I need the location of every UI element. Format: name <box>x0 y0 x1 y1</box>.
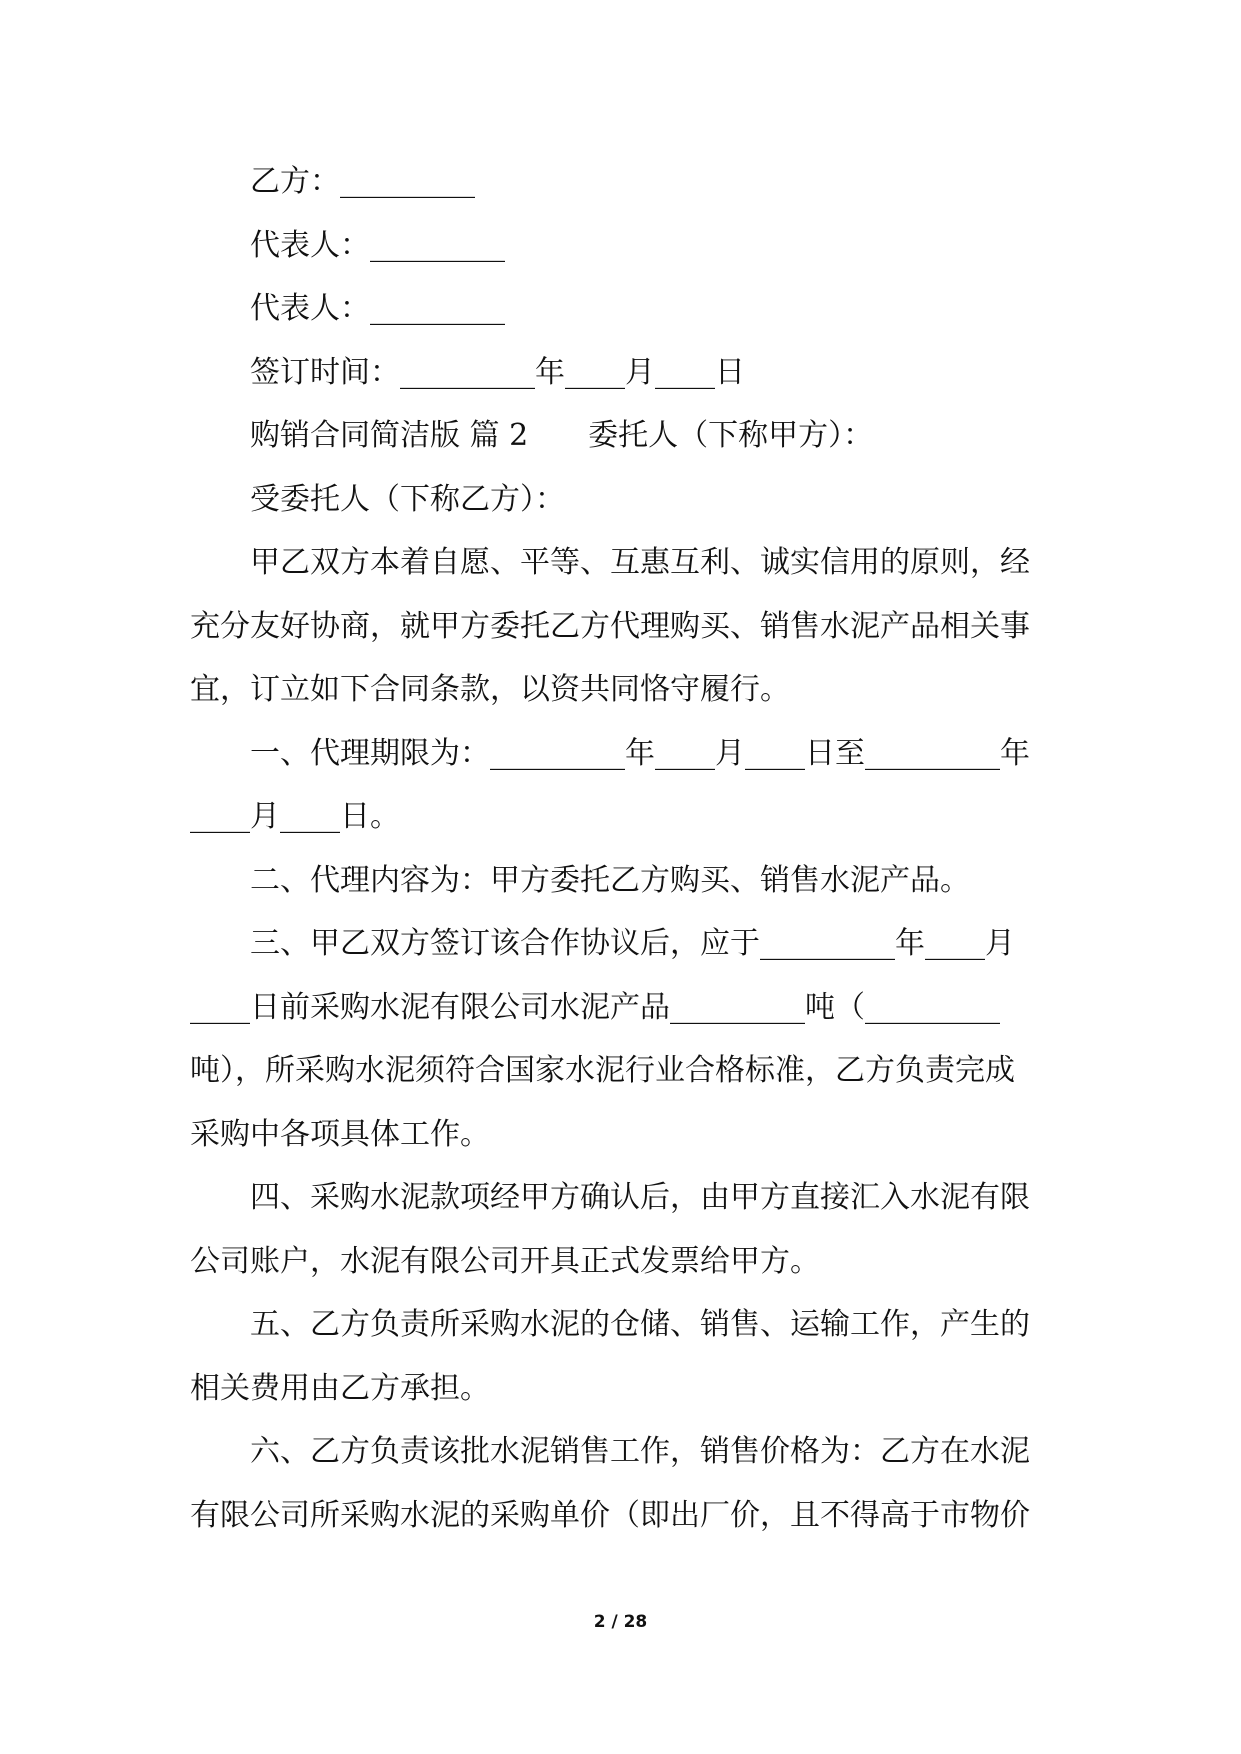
signing-date-line: 签订时间：_________年____月____日 <box>250 354 745 390</box>
clause-line: ____月____日。 <box>190 799 400 834</box>
clause-line: 一、代理期限为：_________年____月____日至_________年 <box>250 735 1030 771</box>
clause-line: 五、乙方负责所采购水泥的仓储、销售、运输工作，产生的 <box>250 1307 1030 1342</box>
representative-line: 代表人：_________ <box>250 227 505 263</box>
clause-line: 公司账户，水泥有限公司开具正式发票给甲方。 <box>190 1243 820 1279</box>
clause-line: 吨），所采购水泥须符合国家水泥行业合格标准，乙方负责完成 <box>190 1053 1015 1088</box>
section-heading-line: 购销合同简洁版 篇 2 委托人（下称甲方）： <box>250 418 874 453</box>
party-b-line: 乙方：_________ <box>250 164 475 199</box>
paragraph-line: 甲乙双方本着自愿、平等、互惠互利、诚实信用的原则，经 <box>250 545 1030 580</box>
paragraph-line: 宜，订立如下合同条款，以资共同恪守履行。 <box>190 672 790 707</box>
page-number: 2 / 28 <box>593 1612 648 1632</box>
clause-line: 三、甲乙双方签订该合作协议后，应于_________年____月 <box>250 926 1015 961</box>
clause-line: ____日前采购水泥有限公司水泥产品_________吨（_________ <box>190 989 1000 1025</box>
clause-line: 相关费用由乙方承担。 <box>190 1370 490 1406</box>
trustee-line: 受委托人（下称乙方）： <box>250 481 565 517</box>
clause-line: 六、乙方负责该批水泥销售工作，销售价格为：乙方在水泥 <box>250 1434 1030 1469</box>
clause-line: 二、代理内容为：甲方委托乙方购买、销售水泥产品。 <box>250 862 970 898</box>
clause-line: 四、采购水泥款项经甲方确认后，由甲方直接汇入水泥有限 <box>250 1180 1030 1215</box>
paragraph-line: 充分友好协商，就甲方委托乙方代理购买、销售水泥产品相关事 <box>190 608 1030 644</box>
representative-line: 代表人：_________ <box>250 291 505 326</box>
document-body <box>190 150 1060 1547</box>
clause-line: 有限公司所采购水泥的采购单价（即出厂价，且不得高于市物价 <box>190 1497 1030 1533</box>
clause-line: 采购中各项具体工作。 <box>190 1116 490 1152</box>
